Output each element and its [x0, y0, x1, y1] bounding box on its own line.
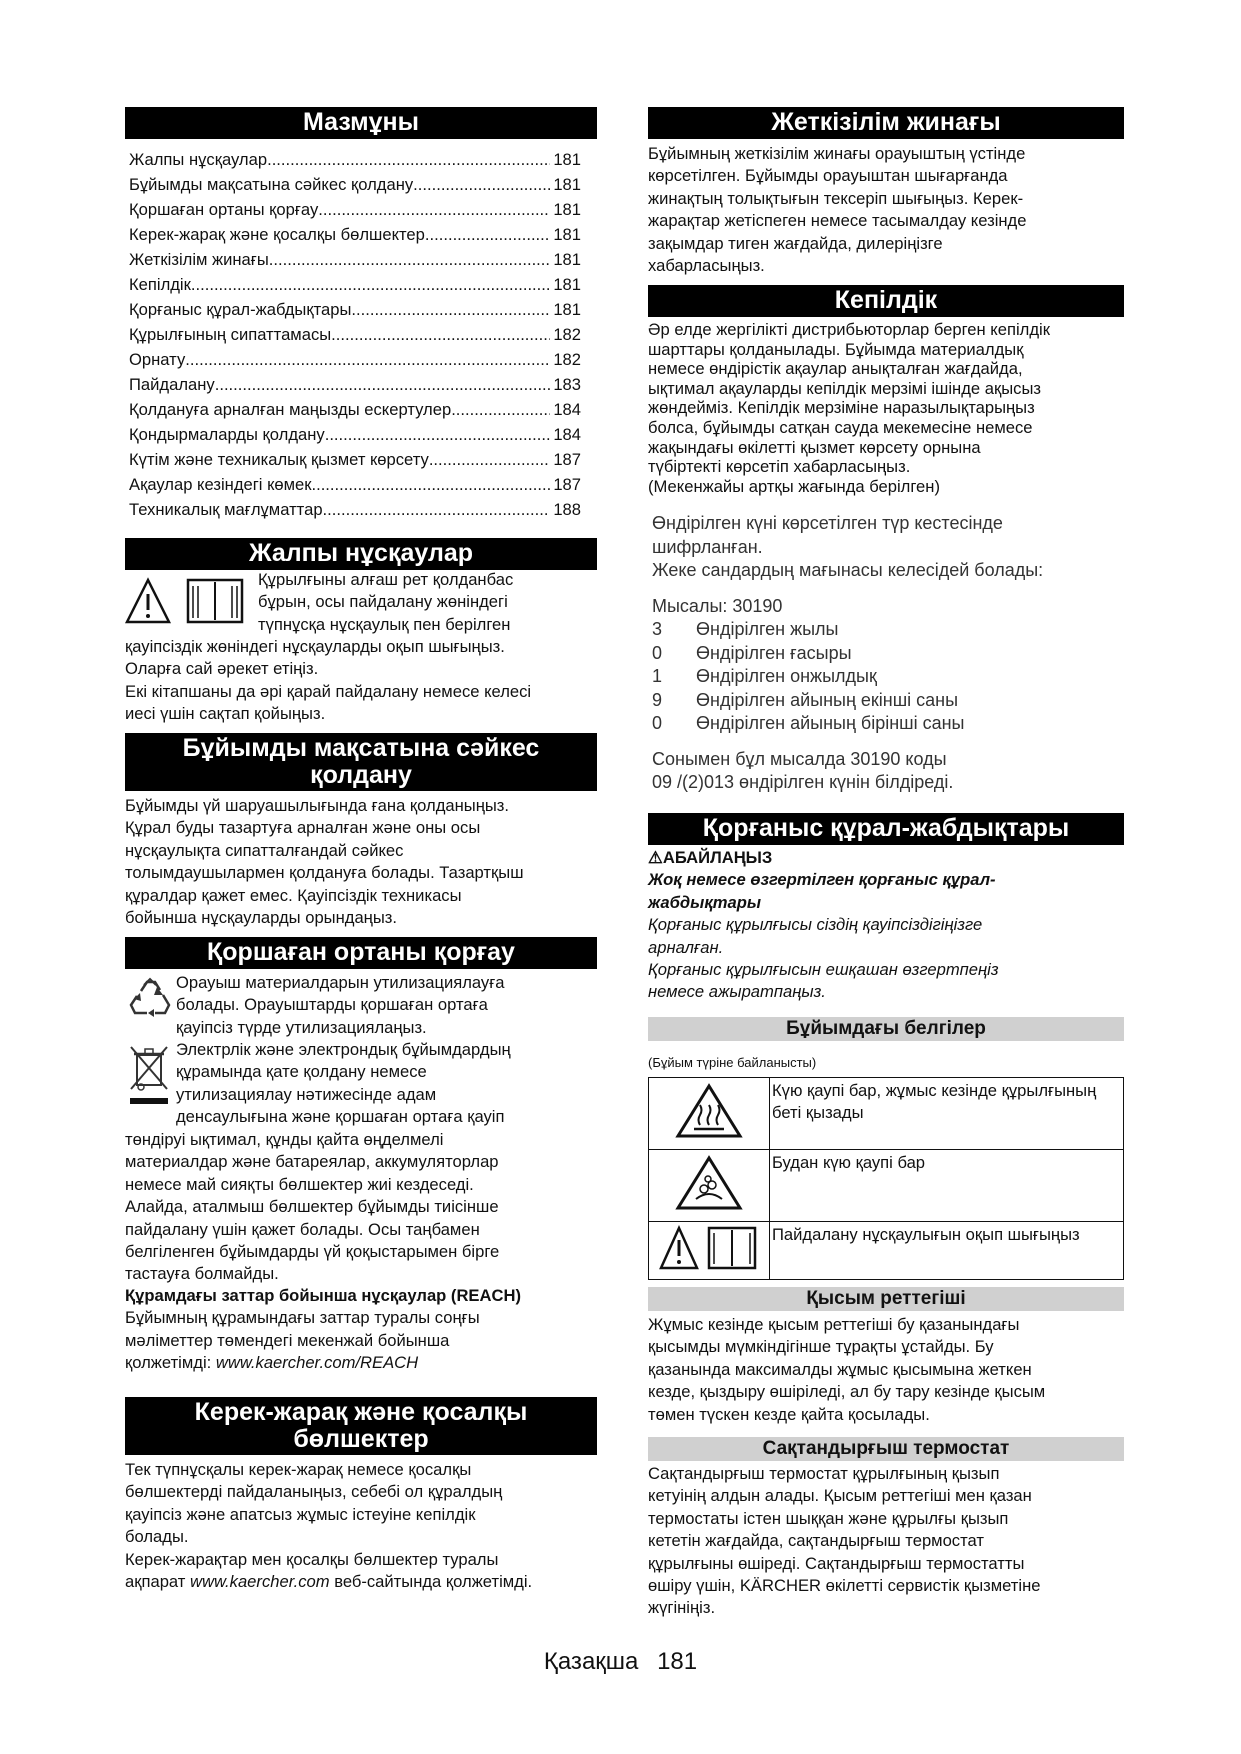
warning-book-icon: [124, 576, 248, 626]
toc-label: Қорғаныс құрал-жабдықтары: [129, 300, 352, 319]
warranty-text: Әр елде жергілікті дистрибьюторлар берген кепілдік шарттары қолданылады. Бұйымда материалдық немесе өндірістік ақаулар анықталған жағдайда, ықтимал ақауларды кепілдік мерзімі ішінде ақысыз жөндейміз. Кепілдік мерзіміне наразылықтарыңыз болса, бұйымды сатқан сауда мекемесіне немесе жақындағы өкілетті қызмет көрсету орнына түбіртекті көрсетіп хабарласыңыз. (Мекенжайы артқы жағында берілген): [648, 320, 1050, 496]
page-number: 181: [657, 1648, 698, 1675]
toc-label: Ақаулар кезіндегі көмек: [129, 475, 312, 494]
symbols-table: [648, 1077, 1124, 1280]
date-row: 1 Өндірілген онжылдық: [652, 666, 877, 686]
toc-leader: [413, 172, 550, 197]
table-row: [649, 1222, 1124, 1280]
steam-burn-icon: [649, 1150, 770, 1222]
delivery-title: Жеткізілім жинағы: [648, 107, 1124, 139]
delivery-text: Бұйымның жеткізілім жинағы орауыштың үстінде көрсетілген. Бұйымды орауыштан шығарғанда жинақтың толықтығын тексеріп шығыңыз. Керек- жарақтар жетіспеген немесе тасымалдау кезінде зақымдар тиген жағдайда, дилеріңізге хабарласыңыз.: [648, 144, 1027, 276]
footer-language: Қазақша: [543, 1648, 639, 1675]
general-title: Жалпы нұсқаулар: [125, 538, 597, 570]
general-beside-icon: Құрылғыны алғаш рет қолданбас бұрын, осы пайдалану жөніндегі түпнұсқа нұсқаулық пен берілген: [258, 570, 514, 634]
toc-row[interactable]: [129, 397, 581, 422]
toc-row[interactable]: [129, 172, 581, 197]
toc-page: 184: [553, 400, 581, 419]
toc-leader: [311, 472, 550, 497]
toc-row[interactable]: [129, 222, 581, 247]
toc-label: Жалпы нұсқаулар: [129, 150, 268, 169]
toc-page: 187: [553, 450, 581, 469]
toc-leader: [215, 372, 551, 397]
toc-page: 182: [553, 350, 581, 369]
toc-label: Жеткізілім жинағы: [129, 250, 269, 269]
toc-page: 181: [553, 275, 581, 294]
table-row: [649, 1078, 1124, 1150]
toc-row[interactable]: [129, 497, 581, 522]
toc-leader: [191, 272, 550, 297]
kaercher-link[interactable]: www.kaercher.com: [190, 1572, 330, 1592]
toc-page: 181: [553, 150, 581, 169]
toc-label: Керек-жарақ және қосалқы бөлшектер: [129, 225, 425, 244]
toc-page: 184: [553, 425, 581, 444]
production-date-block: Өндірілген күні көрсетілген түр кестесінде шифрланған. Жеке сандардың мағынасы келесідей болады: Мысалы: 30190 3 Өндірілген жылы 0 Өндірілген ғасыры 1 Өндірілген онжылдық 9 Өндірілген айының екінші саны 0 Өндірілген айының бірінші саны Сонымен бұл мысалда 30190 коды 09 /(2)013 өндірілген күнін білдіреді.: [652, 512, 1132, 795]
read-manual-icon: [649, 1222, 770, 1280]
date-row: 9 Өндірілген айының екінші саны: [652, 689, 959, 710]
table-of-contents: [129, 147, 581, 522]
toc-label: Техникалық мағлұматтар: [129, 500, 323, 519]
toc-label: Қоршаған ортаны қорғау: [129, 200, 319, 219]
general-text: қауіпсіздік жөніндегі нұсқауларды оқып шығыңыз. Оларға сай әрекет етіңіз. Екі кітапшаны да әрі қарай пайдалану немесе келесі иесі үшін сақтап қойыңыз.: [125, 637, 532, 724]
accessories-title: Керек-жарақ және қосалқы бөлшектер: [125, 1397, 597, 1455]
date-row: 3 Өндірілген жылы: [652, 619, 839, 639]
toc-row[interactable]: [129, 472, 581, 497]
toc-row[interactable]: [129, 322, 581, 347]
symbols-note: (Бұйым түріне байланысты): [648, 1055, 817, 1070]
toc-label: Күтім және техникалық қызмет көрсету: [129, 450, 429, 469]
toc-leader: [325, 422, 551, 447]
toc-row[interactable]: [129, 347, 581, 372]
toc-label: Пайдалану: [129, 375, 215, 394]
accessories-text: Тек түпнұсқалы керек-жарақ немесе қосалқы бөлшектерді пайдаланыңыз, себебі ол құралдың қауіпсіз және апатсыз жұмыс істеуіне кепілдік болады. Керек-жарақтар мен қосалқы бөлшектер туралы ақпарат www.kaercher.com веб-сайтында қолжетімді.: [125, 1460, 533, 1592]
toc-leader: [185, 347, 550, 372]
toc-row[interactable]: [129, 422, 581, 447]
toc-leader: [451, 397, 550, 422]
symbol-text: Будан күю қаупі бар: [770, 1150, 1124, 1222]
toc-page: 187: [553, 475, 581, 494]
toc-page: 181: [553, 300, 581, 319]
toc-title: Мазмұны: [125, 107, 597, 139]
safety-title: Қорғаныс құрал-жабдықтары: [648, 813, 1124, 845]
symbol-text: Күю қаупі бар, жұмыс кезінде құрылғының беті қызады: [770, 1078, 1124, 1150]
date-row: 0 Өндірілген ғасыры: [652, 642, 852, 663]
toc-leader: [267, 147, 550, 172]
toc-page: 181: [553, 175, 581, 194]
recycle-text: Орауыш материалдарын утилизациялауға болады. Орауыштарды қоршаған ортаға қауіпсіз түрде утилизациялаңыз.: [176, 973, 505, 1037]
toc-label: Құрылғының сипаттамасы: [129, 325, 332, 344]
toc-leader: [331, 322, 550, 347]
weee-text: Электрлік және электрондық бұйымдардың құрамында қате қолдану немесе утилизациялау нәтижесінде адам денсаулығына және қоршаған ортаға қауіп: [176, 1040, 511, 1127]
symbol-text: Пайдалану нұсқаулығын оқып шығыңыз: [770, 1222, 1124, 1280]
pressure-title: Қысым реттегіші: [648, 1287, 1124, 1311]
toc-label: Орнату: [129, 350, 186, 369]
environment-text: төндіруі ықтимал, құнды қайта өңделмелі материалдар және батареялар, аккумуляторлар немесе май сияқты бөлшектер жиі кездеседі. Алайда, аталмыш бөлшектер бұйымды тиісінше пайдалану үшін қажет болады. Осы таңбамен белгіленген бұйымдарды үй қоқыстарымен бірге тастауға болмайды.: [125, 1130, 500, 1284]
safety-warning: ⚠АБАЙЛАҢЫЗ Жоқ немесе өзгертілген қорғаныс құрал- жабдықтары Қорғаныс құрылғысы сіздің қауіпсіздігіңізге арналған. Қорғаныс құрылғысын ешқашан өзгертпеңіз немесе ажыратпаңыз.: [648, 848, 999, 1002]
recycle-icon: [127, 977, 173, 1023]
thermostat-title: Сақтандырғыш термостат: [648, 1437, 1124, 1461]
hot-surface-icon: [649, 1078, 770, 1150]
reach-link[interactable]: www.kaercher.com/REACH: [215, 1353, 419, 1373]
environment-title: Қоршаған ортаны қорғау: [125, 937, 597, 969]
warranty-title: Кепілдік: [648, 285, 1124, 317]
toc-leader: [323, 497, 551, 522]
toc-page: 181: [553, 250, 581, 269]
toc-leader: [318, 197, 550, 222]
toc-leader: [429, 447, 551, 472]
toc-page: 182: [553, 325, 581, 344]
date-row: 0 Өндірілген айының бірінші саны: [652, 713, 965, 733]
page-footer: [0, 1648, 1241, 1676]
toc-label: Қолдануға арналған маңызды ескертулер: [129, 400, 452, 419]
toc-row[interactable]: [129, 297, 581, 322]
toc-label: Кепілдік: [129, 275, 191, 294]
toc-leader: [351, 297, 550, 322]
reach-section: Құрамдағы заттар бойынша нұсқаулар (REACH) Бұйымның құрамындағы заттар туралы соңғы мәліметтер төмендегі мекенжай бойынша қолжетімді: www.kaercher.com/REACH: [125, 1286, 521, 1373]
toc-label: Қондырмаларды қолдану: [129, 425, 325, 444]
intended-use-text: Бұйымды үй шаруашылығында ғана қолданыңыз. Құрал буды тазартуға арналған және оны осы нұсқаулықта сипатталғандай сәйкес толымдаушылармен қолдануға болады. Тазартқыш құралдар қажет емес. Қауіпсіздік техникасы бойынша нұсқауларды орындаңыз.: [125, 796, 524, 928]
toc-leader: [269, 247, 551, 272]
toc-row[interactable]: [129, 447, 581, 472]
toc-row[interactable]: [129, 272, 581, 297]
symbols-title: Бұйымдағы белгілер: [648, 1017, 1124, 1041]
toc-page: 183: [553, 375, 581, 394]
toc-row[interactable]: [129, 197, 581, 222]
weee-bin-icon: [127, 1043, 171, 1107]
toc-leader: [425, 222, 550, 247]
toc-page: 188: [553, 500, 581, 519]
toc-row[interactable]: [129, 372, 581, 397]
table-row: [649, 1150, 1124, 1222]
toc-row[interactable]: [129, 147, 581, 172]
pressure-text: Жұмыс кезінде қысым реттегіші бу қазанындағы қысымды мүмкіндігінше тұрақты ұстайды. Бу қазанында максималды жұмыс қысымына жеткен кезде, қыздыру өшіріледі, ал бу тару кезінде қысым төмен түскен кезде қайта қосылады.: [648, 1315, 1046, 1424]
toc-page: 181: [553, 225, 581, 244]
thermostat-text: Сақтандырғыш термостат құрылғының қызып кетуінің алдын алады. Қысым реттегіші мен қазан термостаты істен шыққан және құрылғы қызып кететін жағдайда, сақтандырғыш термостат құрылғыны өшіреді. Сақтандырғыш термостатты өшіру үшін, KÄRCHER өкілетті сервистік қызметіне жүгініңіз.: [648, 1464, 1041, 1618]
toc-label: Бұйымды мақсатына сәйкес қолдану: [129, 175, 414, 194]
toc-page: 181: [553, 200, 581, 219]
intended-use-title: Бұйымды мақсатына сәйкес қолдану: [125, 733, 597, 791]
toc-row[interactable]: [129, 247, 581, 272]
